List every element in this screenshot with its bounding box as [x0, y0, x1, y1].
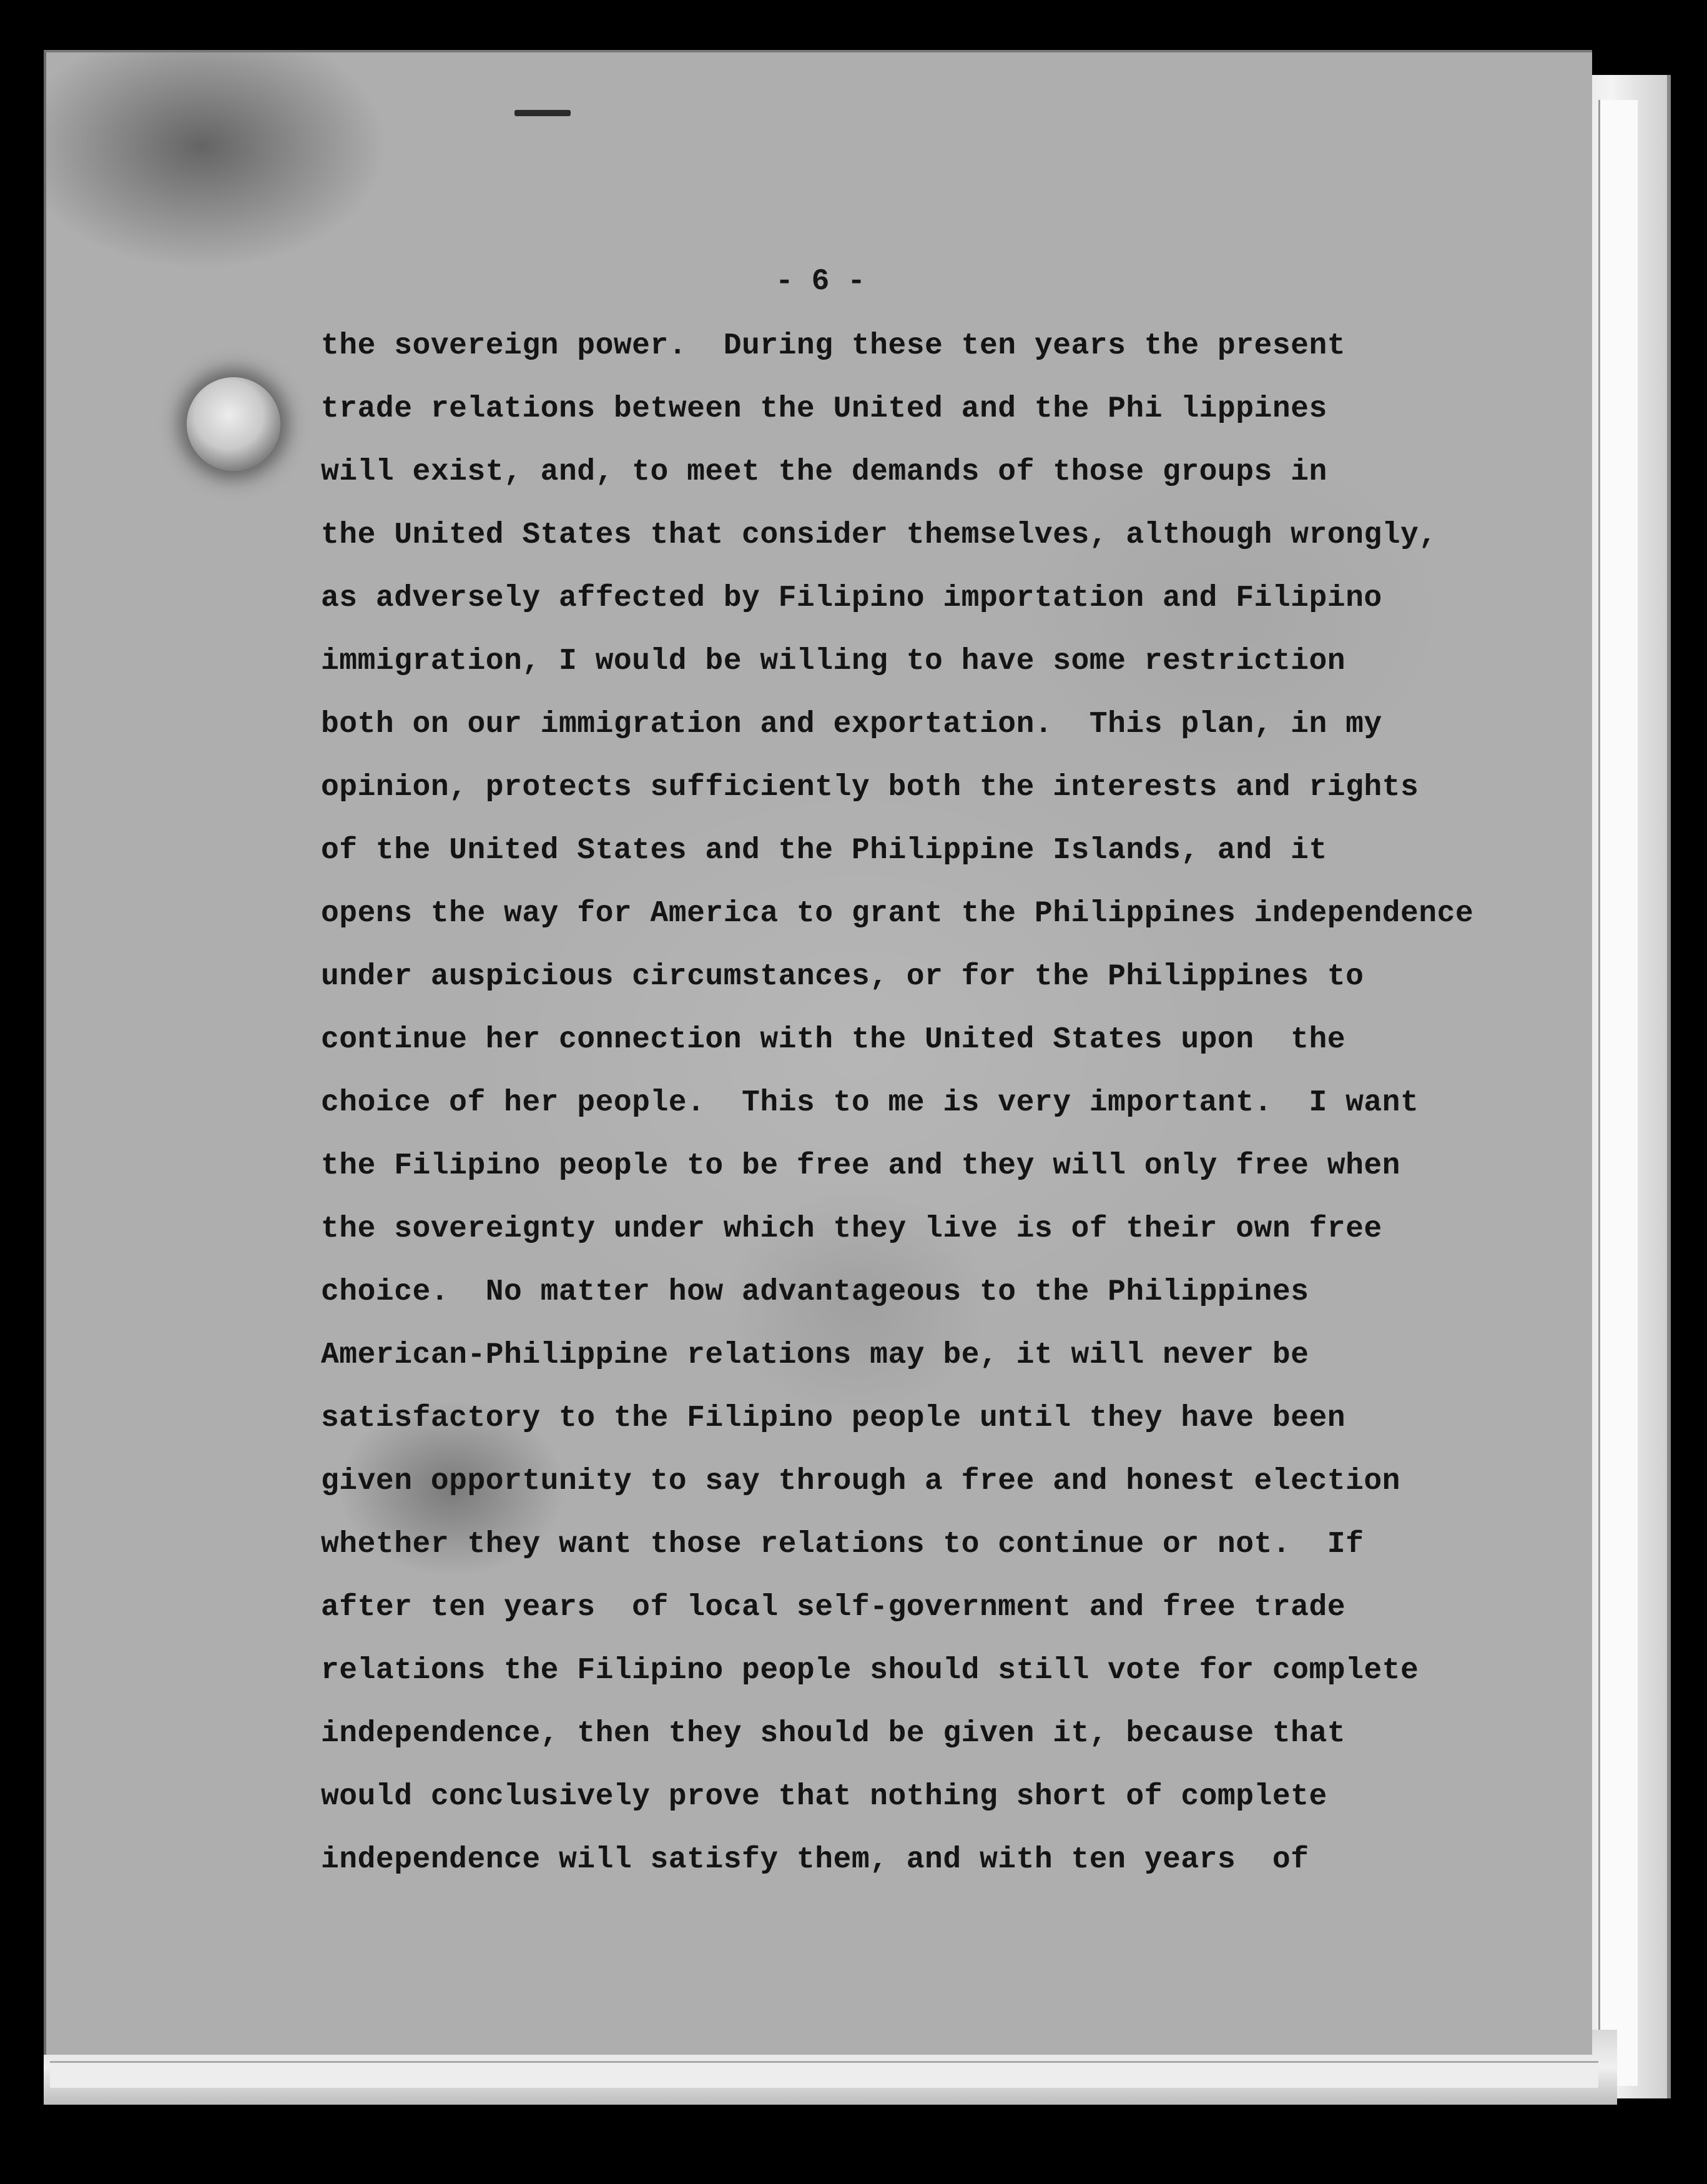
text-line: both on our immigration and exportation. This plan, in my [321, 708, 1382, 741]
text-line: of the United States and the Philippine Islands, and it [321, 834, 1327, 867]
text-line: independence will satisfy them, and with ten years of [321, 1843, 1309, 1877]
text-line: as adversely affected by Filipino importation and Filipino [321, 581, 1382, 615]
text-line: opens the way for America to grant the Philippines independence [321, 897, 1474, 931]
text-line: the Filipino people to be free and they will only free when [321, 1149, 1400, 1183]
text-line: choice. No matter how advantageous to the Philippines [321, 1275, 1309, 1309]
typewritten-page [44, 50, 1592, 2055]
text-line: satisfactory to the Filipino people until they have been [321, 1401, 1346, 1435]
page-number: - 6 - [775, 265, 866, 299]
text-line: the United States that consider themselves, although wrongly, [321, 518, 1437, 552]
text-line: will exist, and, to meet the demands of those groups in [321, 455, 1327, 489]
text-line: trade relations between the United and the Phi lippines [321, 392, 1327, 426]
text-line: independence, then they should be given it, because that [321, 1717, 1346, 1751]
text-line: American-Philippine relations may be, it will never be [321, 1338, 1309, 1372]
text-line: choice of her people. This to me is very important. I want [321, 1086, 1419, 1120]
text-line: opinion, protects sufficiently both the interests and rights [321, 771, 1419, 804]
text-line: the sovereign power. During these ten years the present [321, 329, 1346, 363]
text-line: whether they want those relations to continue or not. If [321, 1528, 1364, 1561]
text-line: after ten years of local self-government and free trade [321, 1591, 1346, 1624]
text-line: would conclusively prove that nothing short of complete [321, 1780, 1327, 1814]
text-line: relations the Filipino people should still vote for complete [321, 1654, 1419, 1687]
text-line: under auspicious circumstances, or for the Philippines to [321, 960, 1364, 994]
underlying-sheet-edge-right-inner [1598, 100, 1638, 2086]
underlying-sheet-edge-bottom-inner [50, 2061, 1598, 2088]
text-line: immigration, I would be willing to have some restriction [321, 645, 1346, 678]
text-line: continue her connection with the United States upon the [321, 1023, 1346, 1057]
text-line: the sovereignty under which they live is of their own free [321, 1212, 1382, 1246]
body-text [321, 315, 1576, 1892]
punch-hole [187, 377, 280, 471]
ink-mark [514, 110, 571, 116]
text-line: given opportunity to say through a free and honest election [321, 1465, 1400, 1498]
